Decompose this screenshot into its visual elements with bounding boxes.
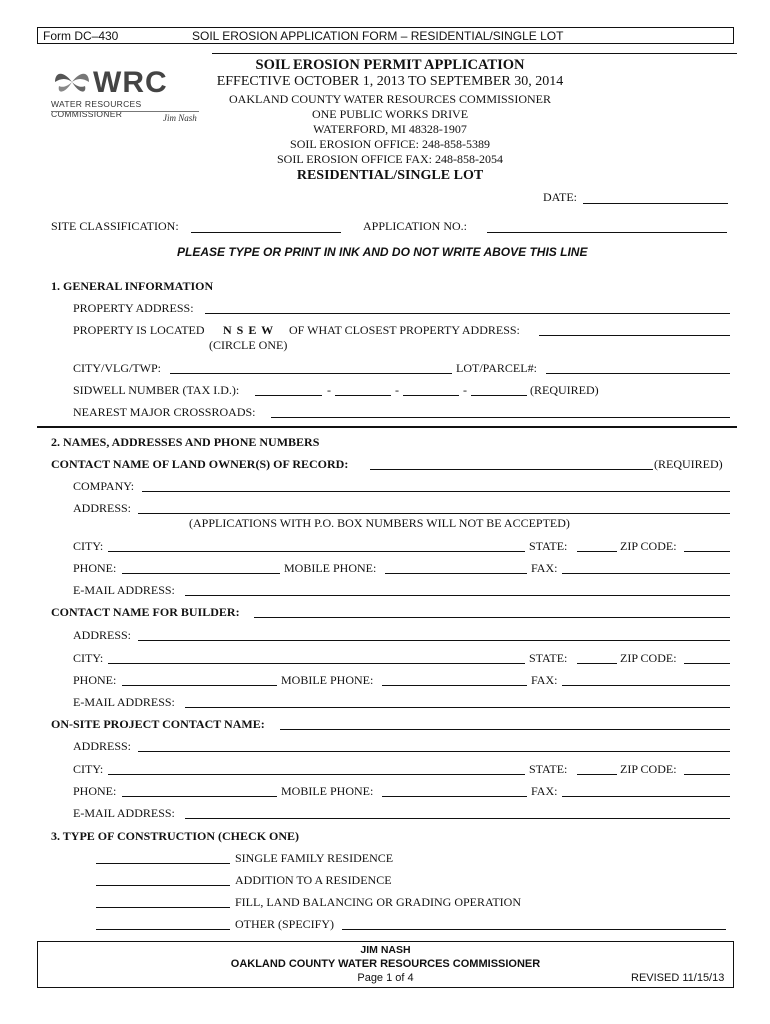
builder-city-field[interactable]: [108, 663, 525, 664]
sidwell-dash: -: [463, 383, 467, 397]
crossroads-field[interactable]: [271, 417, 730, 418]
sidwell-field-2[interactable]: [335, 395, 391, 396]
owner-fax-field[interactable]: [562, 573, 730, 574]
builder-label: CONTACT NAME FOR BUILDER:: [51, 605, 240, 619]
construction-check-single-family[interactable]: [96, 863, 230, 864]
other-specify-field[interactable]: [342, 929, 726, 930]
owner-phone-label: PHONE:: [73, 561, 117, 575]
owner-required: (REQUIRED): [654, 457, 723, 471]
effective-dates: EFFECTIVE OCTOBER 1, 2013 TO SEPTEMBER 30, 2014: [216, 74, 564, 89]
logo-full-name: WATER RESOURCES COMMISSIONER: [51, 99, 142, 119]
owner-state-field[interactable]: [577, 551, 617, 552]
builder-mobile-label: MOBILE PHONE:: [281, 673, 374, 687]
owner-state-label: STATE:: [529, 539, 568, 553]
office-fax: SOIL EROSION OFFICE FAX: 248-858-2054: [276, 152, 503, 166]
company-label: COMPANY:: [73, 479, 135, 493]
builder-address-field[interactable]: [138, 640, 730, 641]
closest-address-label: OF WHAT CLOSEST PROPERTY ADDRESS:: [289, 323, 520, 337]
form-number: Form DC–430: [43, 29, 119, 43]
sidwell-required: (REQUIRED): [530, 383, 599, 397]
owner-field[interactable]: [370, 469, 653, 470]
direction-options[interactable]: N S E W: [223, 323, 275, 337]
onsite-city-label: CITY:: [73, 762, 104, 776]
form-subtitle: RESIDENTIAL/SINGLE LOT: [296, 168, 484, 183]
lot-parcel-label: LOT/PARCEL#:: [456, 361, 537, 375]
owner-zip-label: ZIP CODE:: [620, 539, 677, 553]
construction-check-other[interactable]: [96, 929, 230, 930]
site-classification-label: SITE CLASSIFICATION:: [51, 219, 179, 233]
onsite-state-label: STATE:: [529, 762, 568, 776]
construction-option: FILL, LAND BALANCING OR GRADING OPERATION: [235, 895, 521, 909]
builder-phone-label: PHONE:: [73, 673, 117, 687]
leaf-icon: [53, 66, 91, 98]
application-title: SOIL EROSION PERMIT APPLICATION: [255, 57, 525, 73]
owner-city-label: CITY:: [73, 539, 104, 553]
onsite-mobile-label: MOBILE PHONE:: [281, 784, 374, 798]
footer-org: OAKLAND COUNTY WATER RESOURCES COMMISSIONER: [230, 958, 541, 970]
po-box-note: (APPLICATIONS WITH P.O. BOX NUMBERS WILL NOT BE ACCEPTED): [189, 516, 570, 530]
ink-instruction: PLEASE TYPE OR PRINT IN INK AND DO NOT WRITE ABOVE THIS LINE: [177, 245, 588, 259]
sidwell-dash: -: [327, 383, 331, 397]
crossroads-label: NEAREST MAJOR CROSSROADS:: [73, 405, 256, 419]
property-address-field[interactable]: [205, 313, 730, 314]
footer-name: JIM NASH: [360, 944, 411, 956]
onsite-address-label: ADDRESS:: [73, 739, 132, 753]
onsite-mobile-field[interactable]: [382, 796, 527, 797]
builder-fax-field[interactable]: [562, 685, 730, 686]
owner-zip-field[interactable]: [684, 551, 730, 552]
office-name: OAKLAND COUNTY WATER RESOURCES COMMISSIONER: [228, 92, 552, 106]
property-address-label: PROPERTY ADDRESS:: [73, 301, 194, 315]
owner-address-field[interactable]: [138, 513, 730, 514]
revision-date: REVISED 11/15/13: [631, 972, 725, 984]
date-label: DATE:: [543, 190, 577, 204]
builder-zip-label: ZIP CODE:: [620, 651, 677, 665]
header-divider: [212, 53, 737, 54]
builder-fax-label: FAX:: [531, 673, 558, 687]
owner-email-label: E-MAIL ADDRESS:: [73, 583, 175, 597]
logo-underline: [51, 111, 199, 112]
onsite-city-field[interactable]: [108, 774, 525, 775]
section-1-heading: 1. GENERAL INFORMATION: [51, 279, 214, 293]
application-no-label: APPLICATION NO.:: [363, 219, 468, 233]
owner-mobile-label: MOBILE PHONE:: [284, 561, 377, 575]
owner-address-label: ADDRESS:: [73, 501, 132, 515]
sidwell-label: SIDWELL NUMBER (TAX I.D.):: [73, 383, 240, 397]
onsite-phone-field[interactable]: [122, 796, 277, 797]
onsite-address-field[interactable]: [138, 751, 730, 752]
owner-fax-label: FAX:: [531, 561, 558, 575]
onsite-contact-field[interactable]: [280, 729, 730, 730]
city-vlg-twp-label: CITY/VLG/TWP:: [73, 361, 161, 375]
circle-one-note: (CIRCLE ONE): [209, 338, 288, 352]
builder-address-label: ADDRESS:: [73, 628, 132, 642]
office-phone: SOIL EROSION OFFICE: 248-858-5389: [290, 137, 490, 151]
onsite-zip-field[interactable]: [684, 774, 730, 775]
wrc-logo: [51, 66, 211, 126]
date-field[interactable]: [583, 203, 728, 204]
sidwell-field-1[interactable]: [255, 395, 322, 396]
closest-address-field[interactable]: [539, 335, 730, 336]
builder-mobile-field[interactable]: [382, 685, 527, 686]
builder-email-label: E-MAIL ADDRESS:: [73, 695, 175, 709]
builder-state-label: STATE:: [529, 651, 568, 665]
owner-mobile-field[interactable]: [385, 573, 527, 574]
sidwell-field-4[interactable]: [471, 395, 527, 396]
page-number: Page 1 of 4: [357, 972, 414, 984]
builder-state-field[interactable]: [577, 663, 617, 664]
onsite-state-field[interactable]: [577, 774, 617, 775]
construction-option: ADDITION TO A RESIDENCE: [235, 873, 392, 887]
onsite-email-label: E-MAIL ADDRESS:: [73, 806, 175, 820]
sidwell-dash: -: [395, 383, 399, 397]
builder-email-field[interactable]: [185, 707, 730, 708]
site-classification-field[interactable]: [191, 232, 341, 233]
section-divider: [37, 426, 737, 428]
onsite-zip-label: ZIP CODE:: [620, 762, 677, 776]
office-city: WATERFORD, MI 48328-1907: [313, 122, 467, 136]
onsite-email-field[interactable]: [185, 818, 730, 819]
builder-zip-field[interactable]: [684, 663, 730, 664]
logo-abbreviation: WRC: [93, 66, 168, 99]
section-3-heading: 3. TYPE OF CONSTRUCTION (CHECK ONE): [51, 829, 300, 843]
lot-parcel-field[interactable]: [546, 373, 730, 374]
construction-option: SINGLE FAMILY RESIDENCE: [235, 851, 394, 865]
located-label: PROPERTY IS LOCATED: [73, 323, 205, 337]
company-field[interactable]: [142, 491, 730, 492]
owner-city-field[interactable]: [108, 551, 525, 552]
onsite-fax-label: FAX:: [531, 784, 558, 798]
onsite-phone-label: PHONE:: [73, 784, 117, 798]
builder-phone-field[interactable]: [122, 685, 277, 686]
application-no-field[interactable]: [487, 232, 727, 233]
builder-city-label: CITY:: [73, 651, 104, 665]
construction-check-addition[interactable]: [96, 885, 230, 886]
form-title: SOIL EROSION APPLICATION FORM – RESIDENTIAL/SINGLE LOT: [192, 29, 564, 43]
logo-signature: Jim Nash: [163, 113, 197, 123]
owner-label: CONTACT NAME OF LAND OWNER(S) OF RECORD:: [51, 457, 349, 471]
owner-email-field[interactable]: [185, 595, 730, 596]
construction-option: OTHER (SPECIFY): [235, 917, 335, 931]
construction-check-fill-grading[interactable]: [96, 907, 230, 908]
owner-phone-field[interactable]: [122, 573, 280, 574]
city-vlg-twp-field[interactable]: [170, 373, 452, 374]
office-street: ONE PUBLIC WORKS DRIVE: [311, 107, 469, 121]
builder-field[interactable]: [254, 617, 730, 618]
section-2-heading: 2. NAMES, ADDRESSES AND PHONE NUMBERS: [51, 435, 320, 449]
onsite-contact-label: ON-SITE PROJECT CONTACT NAME:: [51, 717, 265, 731]
onsite-fax-field[interactable]: [562, 796, 730, 797]
sidwell-field-3[interactable]: [403, 395, 459, 396]
